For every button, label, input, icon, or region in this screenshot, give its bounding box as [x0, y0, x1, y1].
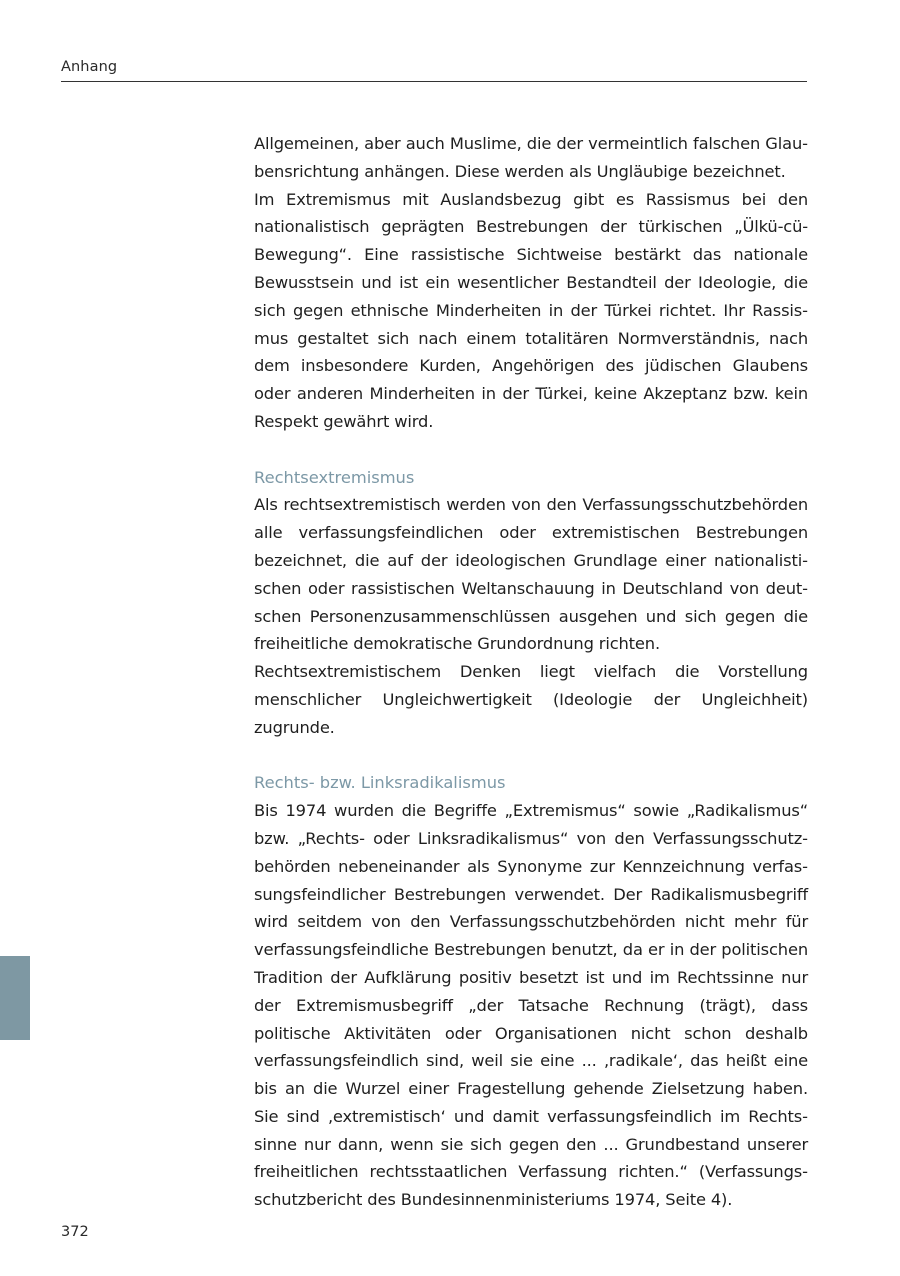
paragraph: Allgemeinen, aber auch Muslime, die der vermeintlich falschen Glaubensrichtung anhängen. Diese werden als Ungläubige bezeichnet. — [254, 134, 808, 181]
chapter-side-tab — [0, 956, 30, 1040]
section-radikalismus — [254, 769, 808, 1214]
section-continued-text — [254, 130, 808, 436]
section-rechtsextremismus — [254, 464, 808, 742]
section-heading: Rechts- bzw. Linksradikalismus — [254, 773, 506, 793]
paragraph: Im Extremismus mit Auslandsbezug gibt es Rassismus bei den nationalistisch geprägten Bestrebungen der türkischen „Ülkü-cü-Bewegung“. Eine rassistische Sichtweise bestärkt das nationale Bewusstsein und ist ein wesentlicher Bestandteil der Ideologie, die sich gegen ethnische Minderheiten in der Türkei richtet. Ihr Rassismus gestaltet sich nach einem totalitären Normverständnis, nach dem insbesondere Kurden, Angehörigen des jüdischen Glaubens oder anderen Minderheiten in der Türkei, keine Akzeptanz bzw. kein Respekt gewährt wird. — [254, 189, 808, 431]
paragraph: Als rechtsextremistisch werden von den Verfassungsschutzbehörden alle verfassungsfeindlichen oder extremistischen Bestrebungen bezeichnet, die auf der ideologischen Grundlage einer nationalistischen oder rassistischen Weltanschauung in Deutschland von deutschen Personenzusammenschlüssen ausgehen und sich gegen die freiheitliche demokratische Grundordnung richten. — [254, 495, 808, 654]
section-heading: Rechtsextremismus — [254, 467, 415, 487]
paragraph: Rechtsextremistischem Denken liegt vielfach die Vorstellung menschlicher Ungleichwertigkeit (Ideologie der Ungleichheit) zugrunde. — [254, 662, 808, 737]
paragraph: Bis 1974 wurden die Begriffe „Extremismus“ sowie „Radikalismus“ bzw. „Rechts- oder Linksradikalismus“ von den Verfassungsschutzbehörden nebeneinander als Synonyme zur Kennzeichnung verfassungsfeindlicher Bestrebungen verwendet. Der Radikalismusbegriff wird seitdem von den Verfassungsschutzbehörden nicht mehr für verfassungsfeindliche Bestrebungen benutzt, da er in der politischen Tradition der Aufklärung positiv besetzt ist und im Rechtssinne nur der Extremismusbegriff „der Tatsache Rechnung (trägt), dass politische Aktivitäten oder Organisationen nicht schon deshalb verfassungsfeindlich sind, weil sie eine ... ‚radikale‘, das heißt eine bis an die Wurzel einer Fragestellung gehende Zielsetzung haben. Sie sind ‚extremistisch‘ und damit verfassungsfeindlich im Rechtssinne nur dann, wenn sie sich gegen den ... Grundbestand unserer freiheitlichen rechtsstaatlichen Verfassung richten.“ (Verfassungsschutzbericht des Bundesinnenministeriums 1974, Seite 4). — [254, 801, 808, 1210]
main-text-column — [254, 130, 808, 1242]
running-header-title: Anhang — [61, 59, 118, 75]
page-header — [61, 57, 807, 82]
page-number: 372 — [61, 1224, 89, 1240]
